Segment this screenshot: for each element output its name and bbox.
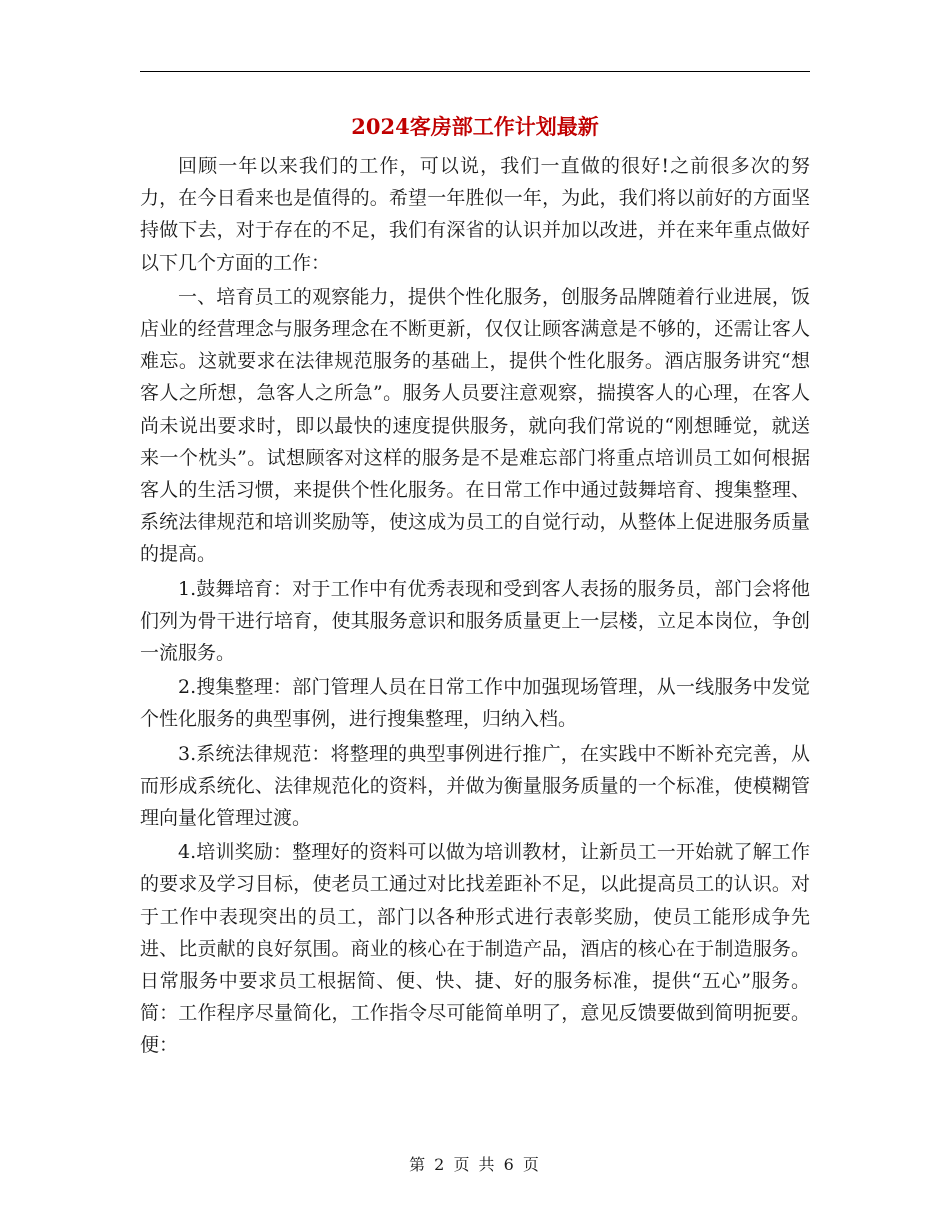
header-rule (140, 71, 810, 72)
paragraph-item-3: 3.系统法律规范：将整理的典型事例进行推广，在实践中不断补充完善，从而形成系统化、法律规范化的资料，并做为衡量服务质量的一个标准，使模糊管理向量化管理过渡。 (140, 742, 810, 830)
paragraph-section-1: 一、培育员工的观察能力，提供个性化服务，创服务品牌随着行业进展，饭店业的经营理念与服务理念在不断更新，仅仅让顾客满意是不够的，还需让客人难忘。这就要求在法律规范服务的基础上，提供个性化服务。酒店服务讲究“想客人之所想，急客人之所急”。服务人员要注意观察，揣摸客人的心理，在客人尚未说出要求时，即以最快的速度提供服务，就向我们常说的“刚想睡觉，就送来一个枕头”。试想顾客对这样的服务是不是难忘部门将重点培训员工如何根据客人的生活习惯，来提供个性化服务。在日常工作中通过鼓舞培育、搜集整理、系统法律规范和培训奖励等，使这成为员工的自觉行动，从整体上促进服务质量的提高。 (140, 285, 810, 566)
paragraph-item-1: 1.鼓舞培育：对于工作中有优秀表现和受到客人表扬的服务员，部门会将他们列为骨干进行培育，使其服务意识和服务质量更上一层楼，立足本岗位，争创一流服务。 (140, 577, 810, 665)
paragraph-intro: 回顾一年以来我们的工作，可以说，我们一直做的很好!之前很多次的努力，在今日看来也是值得的。希望一年胜似一年，为此，我们将以前好的方面坚持做下去，对于存在的不足，我们有深省的认识并加以改进，并在来年重点做好以下几个方面的工作： (140, 155, 810, 274)
paragraph-item-4: 4.培训奖励：整理好的资料可以做为培训教材，让新员工一开始就了解工作的要求及学习目标，使老员工通过对比找差距补不足，以此提高员工的认识。对于工作中表现突出的员工，部门以各种形式进行表彰奖励，使员工能形成争先进、比贡献的良好氛围。商业的核心在于制造产品，酒店的核心在于制造服务。日常服务中要求员工根据简、便、快、捷、好的服务标准，提供“五心”服务。简：工作程序尽量简化，工作指令尽可能简单明了，意见反馈要做到简明扼要。便： (140, 841, 810, 1057)
document-title: 2024客房部工作计划最新 (351, 114, 599, 139)
paragraph-item-2: 2.搜集整理：部门管理人员在日常工作中加强现场管理，从一线服务中发觉个性化服务的典型事例，进行搜集整理，归纳入档。 (140, 676, 810, 731)
page-number-footer: 第 2 页 共 6 页 (409, 1155, 541, 1174)
document-body (140, 150, 810, 1064)
